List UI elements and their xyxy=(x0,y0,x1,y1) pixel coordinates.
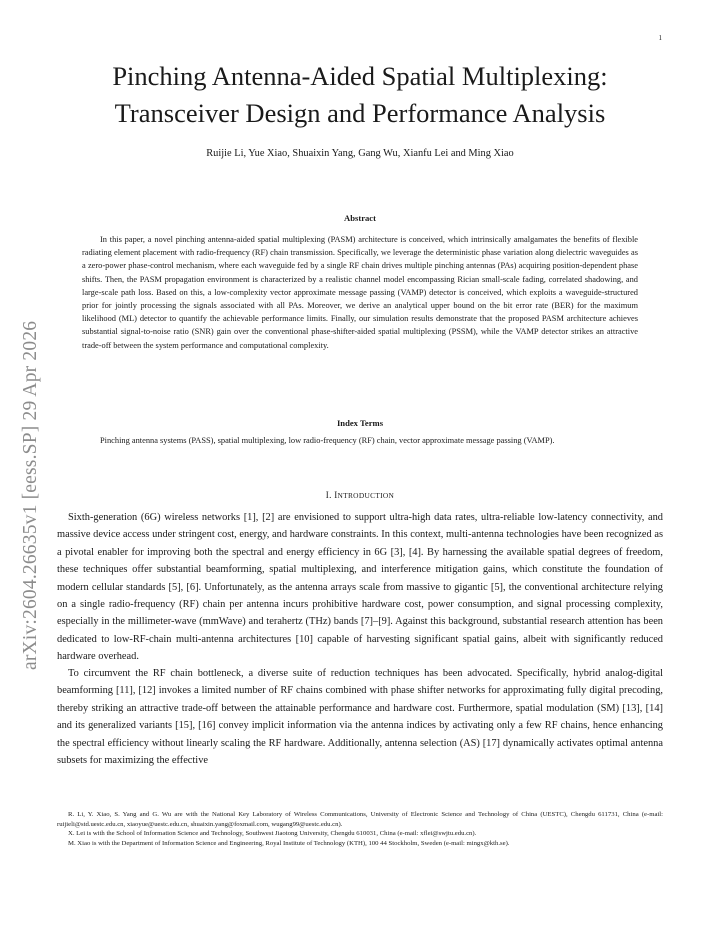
footnote-kth-author: M. Xiao is with the Department of Information Science and Engineering, Royal Institute of Technology (KTH), 100 44 Stockholm, Sweden (e-mail: mingx@kth.se). xyxy=(68,839,510,847)
introduction-heading-smallcaps: NTRODUCTION xyxy=(337,491,395,500)
abstract-text: In this paper, a novel pinching antenna-aided spatial multiplexing (PASM) architecture is conceived, which intrinsically amalgamates the benefits of flexible radiating element placement with radio-frequency (RF) chain transmission. Specifically, we leverage the deterministic phase variation along dielectric waveguides as a zero-power phase-control mechanism, where each waveguide fed by a single RF chain drives multiple pinching antennas (PAs) acquiring position-dependent phase shifts. Then, the PASM propagation environment is characterized by a realistic channel model encompassing Rician small-scale fading, correlated shadowing, and large-scale path loss. Based on this, a low-complexity vector approximate message passing (VAMP) detector is conceived, which exploits a waveguide-structured prior for jointly processing the signals associated with all PAs. Moreover, we derive an analytical upper bound on the bit error rate (BER) for the maximum likelihood (ML) detector to quantify the achievable performance limits. Finally, our simulation results demonstrate that the proposed PASM architecture achieves substantial signal-to-noise ratio (SNR) gain over the conventional phase-shifter-aided spatial multiplexing (PSSM), while the VAMP detector strikes an attractive trade-off between the system performance and computational complexity. xyxy=(82,235,638,350)
index-terms-text: Pinching antenna systems (PASS), spatial multiplexing, low radio-frequency (RF) chain, vector approximate message passing (VAMP). xyxy=(100,436,555,445)
paper-title xyxy=(0,58,720,132)
author-list: Ruijie Li, Yue Xiao, Shuaixin Yang, Gang Wu, Xianfu Lei and Ming Xiao xyxy=(206,148,514,159)
abstract-heading: Abstract xyxy=(344,213,376,223)
introduction-paragraph-1: Sixth-generation (6G) wireless networks [1], [2] are envisioned to support ultra-high data rates, ultra-reliable low-latency connectivity, and massive device access under stringent cost, energy, and hardware constraints. In this context, multi-antenna technologies have been recognized as a pivotal enabler for improving both the spectral and energy efficiency in 6G [3], [4]. By harnessing the available spatial degrees of freedom, these techniques offer substantial beamforming, spatial multiplexing, and interference mitigation gains, which constitute the foundation of modern cellular standards [5], [6]. Unfortunately, as the antenna arrays scale from massive to gigantic [5], the conventional architecture relying on a single radio-frequency (RF) chain per antenna incurs prohibitive hardware cost, power consumption, and signal processing complexity, especially in the millimeter-wave (mmWave) and terahertz (THz) bands [7]–[9]. Against this background, substantial research attention has been dedicated to low-RF-chain multi-antenna architectures [10] capable of harvesting significant spatial gains, albeit with significantly reduced hardware overhead. xyxy=(57,512,663,663)
page-number: 1 xyxy=(658,34,662,42)
arxiv-identifier-stamp: arXiv:2604.26635v1 [eess.SP] 29 Apr 2026 xyxy=(20,320,41,670)
affiliation-footnotes xyxy=(57,810,663,848)
introduction-heading xyxy=(0,490,720,500)
paper-title-line-1: Pinching Antenna-Aided Spatial Multiplexing: xyxy=(112,61,608,91)
footnote-swjtu-author: X. Lei is with the School of Information Science and Technology, Southwest Jiaotong University, Chengdu 610031, China (e-mail: xflei@swjtu.edu.cn). xyxy=(68,830,477,838)
introduction-heading-numeral: I. I xyxy=(325,490,338,500)
introduction-paragraph-2: To circumvent the RF chain bottleneck, a diverse suite of reduction techniques has been advocated. Specifically, hybrid analog-digital beamforming [11], [12] invokes a limited number of RF chains combined with phase shifter networks for approximating fully digital precoding, thereby striking an attractive trade-off between the attainable performance and hardware cost. Furthermore, spatial modulation (SM) [13], [14] and its generalized variants [15], [16] convey implicit information via the antenna indices by activating only a few RF chains, hence enhancing the spectral efficiency without linearly scaling the RF hardware. Additionally, antenna selection (AS) [17] dynamically activates optimal antenna subsets for maximizing the effective xyxy=(57,668,663,767)
paper-title-line-2: Transceiver Design and Performance Analysis xyxy=(114,98,606,128)
footnote-uestc-authors: R. Li, Y. Xiao, S. Yang and G. Wu are with the National Key Laboratory of Wireless Communications, University of Electronic Science and Technology of China (UESTC), Chengdu 611731, China (e-mail: ruijieli@std.uestc.edu.cn, xiaoyue@uestc.edu.cn, shuaixin.yang@foxmail.com, wugang99@uestc.edu.cn). xyxy=(57,811,663,828)
index-terms-heading: Index Terms xyxy=(336,418,384,428)
